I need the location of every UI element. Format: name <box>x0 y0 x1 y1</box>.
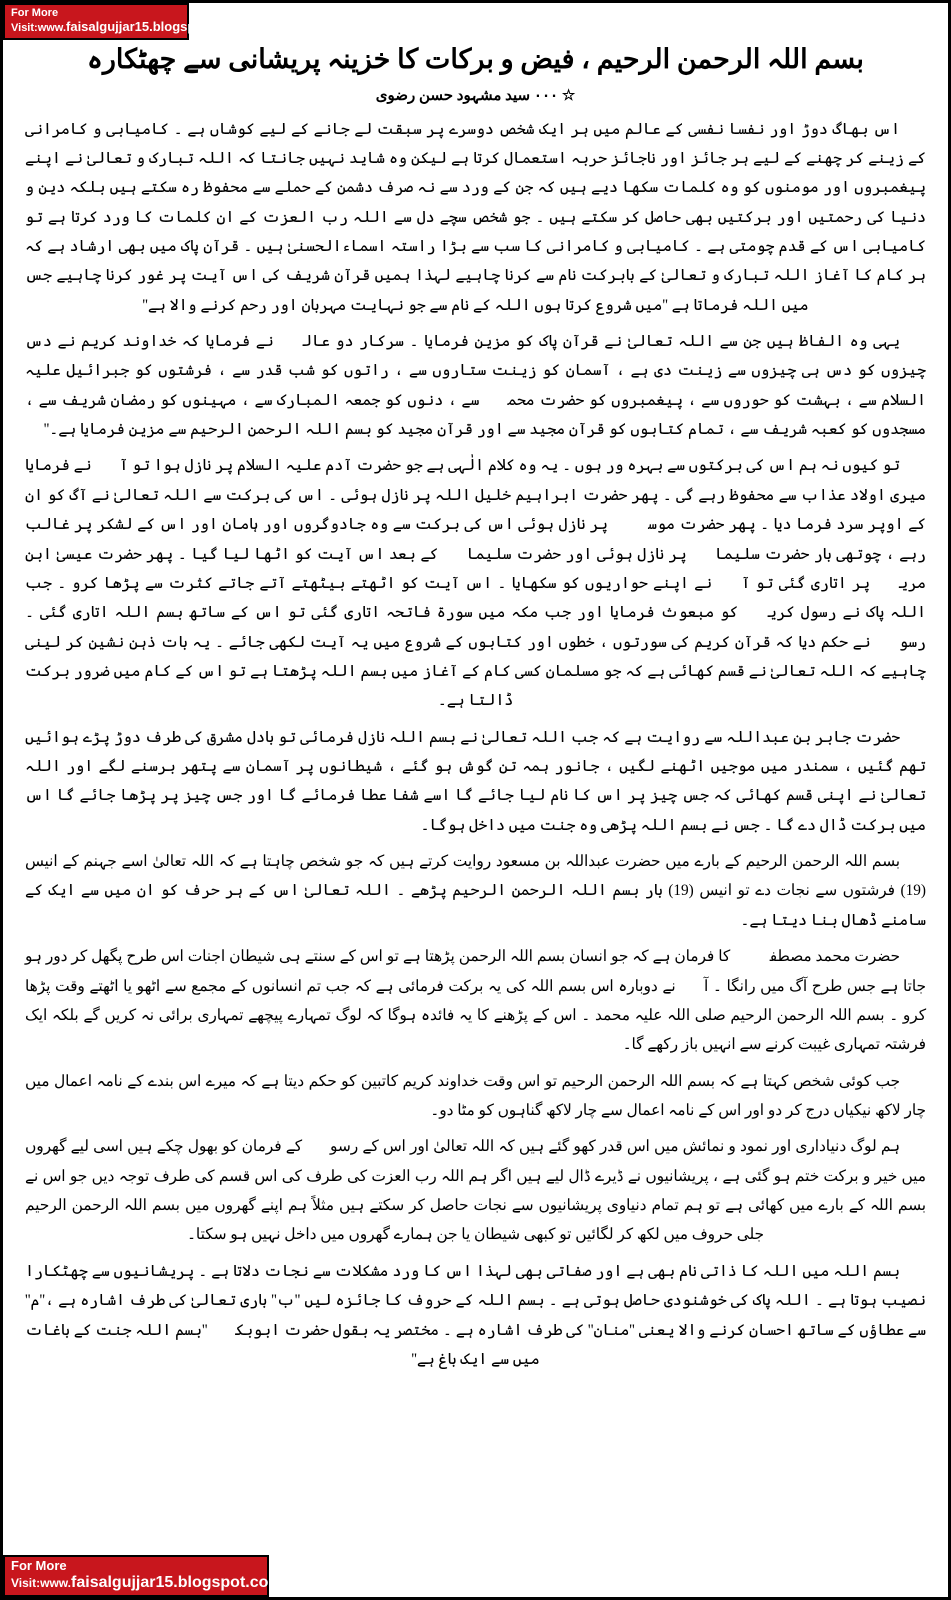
promo-visit-prefix-top: Visit:www. <box>11 21 67 34</box>
promo-visit-top[interactable] <box>11 18 238 35</box>
paragraph: تو کیوں نہ ہم اس کی برکتوں سے بہرہ ور ہوں ۔ یہ وہ کلام الٰہی ہے جو حضرت آدم علیہ السلام پر نازل ہوا تو آپؑ نے فرمایا میری اولاد عذاب سے محفوظ رہے گی ۔ پھر حضرت ابراہیم خلیل اللہ پر نازل ہوئی ۔ اس کی برکت سے اللہ تعالیٰ نے آگ کو ان کے اوپر سرد فرما دیا ۔ پھر حضرت موسیٰؑ پر نازل ہوئی اس کی برکت سے وہ جادوگروں اور ہامان اور اس کے لشکر پر غالب رہے ، چوتھی بار حضرت سلیمانؑ پر نازل ہوئی اور حضرت سلیمانؑ کے بعد اس آیت کو اٹھا لیا گیا ۔ پھر حضرت عیسیٰ ابن مریمؑ پر اتاری گئی تو آپؑ نے اپنے حواریوں کو سکھایا ۔ اس آیت کو اٹھتے بیٹھتے آتے جاتے کثرت سے پڑھا کرو ۔ جب اللہ پاک نے رسول کریمؐ کو مبعوث فرمایا اور جب مکہ میں سورۃ فاتحہ اتاری گئی تو اس کے ساتھ بسم اللہ اتاری گئی ۔ رسولؐ نے حکم دیا کہ قرآن کریم کی سورتوں ، خطوں اور کتابوں کے شروع میں یہ آیت لکھی جائے ۔ یہ بات ذہن نشین کر لینی چاہیے کہ اللہ تعالیٰ نے قسم کھائی ہے کہ جو مسلمان کسی کام کے آغاز میں بسم اللہ پڑھتا ہے تو اس کے کام میں ضرور برکت ڈالتا ہے۔ <box>25 457 926 710</box>
paragraph: حضرت محمد مصطفیٰؐ کا فرمان ہے کہ جو انسان بسم اللہ الرحمن پڑھتا ہے تو اس کے سنتے ہی شیطان اجنات اس طرح پگھل کر دور ہو جاتا ہے جس طرح آگ میں رانگا ۔ آپؐ نے دوبارہ اس بسم اللہ کی یہ برکت فرمائی ہے کہ جب تم انسانوں کے مجمع سے اٹھو یا اٹھتے وقت پڑھا کرو ۔ بسم اللہ الرحمن الرحیم صلی اللہ علیہ محمد ۔ اس کے پڑھنے کا یہ فائدہ ہوگا کہ لوگ تمہارے پیچھے تمہاری برائی نہ کریں گے بلکہ ایک فرشتہ تمہاری غیبت کرنے سے انہیں باز رکھے گا۔ <box>25 948 926 1054</box>
article-body <box>25 115 926 1375</box>
paragraph: بسم اللہ میں اللہ کا ذاتی نام بھی ہے اور صفاتی بھی لہذا اس کا ورد مشکلات سے نجات دلاتا ہے ۔ پریشانیوں سے چھٹکارا نصیب ہوتا ہے ۔ اللہ پاک کی خوشنودی حاصل ہوتی ہے ۔ بسم اللہ کے حروف کا جائزہ لیں ''ب'' باری تعالیٰ کی طرف اشارہ ہے ،''م'' سے عطاؤں کے ساتھ احسان کرنے والا یعنی ''منان'' کی طرف اشارہ ہے ۔ مختصر یہ بقول حضرت ابوبکرؓ ''بسم اللہ جنت کے باغات میں سے ایک باغ ہے'' <box>25 1262 926 1368</box>
promo-more-label-top: For More <box>11 7 59 19</box>
paragraph: جب کوئی شخص کہتا ہے کہ بسم اللہ الرحمن الرحیم تو اس وقت خداوند کریم کاتبین کو حکم دیتا ہے کہ میرے اس بندے کے نامہ اعمال میں چار لاکھ نیکیاں درج کر دو اور اس کے نامہ اعمال سے چار لاکھ گناہوں کو مٹا دو۔ <box>25 1072 926 1119</box>
page-title: بسم اللہ الرحمن الرحیم ، فیض و برکات کا خزینہ پریشانی سے چھٹکارہ <box>87 44 864 74</box>
promo-url-top[interactable]: faisalgujjar15.blogspot.com <box>66 18 238 34</box>
paragraph: حضرت جابر بن عبداللہ سے روایت ہے کہ جب اللہ تعالیٰ نے بسم اللہ نازل فرمائی تو بادل مشرق کی طرف دوڑ پڑے ہوائیں تھم گئیں ، سمندر میں موجیں اٹھنے لگیں ، جانور ہمہ تن گوش ہو گئے ، شیطانوں پر آسمان سے پتھر برسنے لگے اور اللہ تعالیٰ نے اپنی قسم کھائی کہ جس چیز پر اس کا نام لیا جائے گا اسے شفا عطا فرمائے گا اور جس چیز پر پڑھا جائے گا اس میں برکت ڈال دے گا ۔ جس نے بسم اللہ پڑھی وہ جنت میں داخل ہوگا۔ <box>25 728 926 834</box>
promo-visit-bottom[interactable] <box>11 1573 283 1592</box>
paragraph: یہی وہ الفاظ ہیں جن سے اللہ تعالیٰ نے قرآن پاک کو مزین فرمایا ۔ سرکار دو عالمؐ نے فرمایا کہ خداوند کریم نے دس چیزوں کو دس ہی چیزوں سے زینت دی ہے ، آسمان کو زینت ستاروں سے ، راتوں کو شب قدر سے ، فرشتوں کو جبرائیل علیہ السلام سے ، بہشت کو حوروں سے ، پیغمبروں کو حضرت محمدؐ سے ، دنوں کو جمعہ المبارک سے ، مہینوں کو رمضان شریف سے ، مسجدوں کو کعبہ شریف سے ، تمام کتابوں کو قرآن مجید سے اور قرآن مجید کو بسم اللہ الرحمن الرحیم سے مزین فرمایا ہے۔'' <box>25 333 926 439</box>
paragraph: اس بھاگ دوڑ اور نفسا نفسی کے عالم میں ہر ایک شخص دوسرے پر سبقت لے جانے کے لیے کوشاں ہے ۔ کامیابی و کامرانی کے زینے کر چھنے کے لیے ہر جائز اور ناجائز حربہ استعمال کرتا ہے لیکن وہ شاید نہیں جانتا کہ اللہ تبارک و تعالیٰ نے اپنے پیغمبروں اور مومنوں کو وہ کلمات سکھا دیے ہیں کہ جن کے ورد سے نہ صرف دشمن کے حملے سے محفوظ رہ سکتے ہیں بلکہ دین و دنیا کی رحمتیں اور برکتیں بھی حاصل کر سکتے ہیں ۔ جو شخص سچے دل سے اللہ رب العزت کے ان کلمات کا ورد کرتا ہے تو کامیابی اس کے قدم چومتی ہے ۔ کامیابی و کامرانی کا سب سے بڑا راستہ اسماءالحسنیٰ ہیں ۔ قرآن پاک میں بھی ارشاد ہے کہ ہر کام کا آغاز اللہ تبارک و تعالیٰ کے بابرکت نام سے کرنا چاہیے لہذا ہمیں قرآن شریف کی اس آیت پر غور کرنا چاہیے جس میں اللہ فرماتا ہے ''میں شروع کرتا ہوں اللہ کے نام سے جو نہایت مہربان اور رحم کرنے والا ہے'' <box>25 120 926 314</box>
promo-more-label-bottom: For More <box>11 1557 67 1573</box>
promo-banner-top[interactable] <box>3 3 238 40</box>
paragraph: بسم اللہ الرحمن الرحیم کے بارے میں حضرت عبداللہ بن مسعود روایت کرتے ہیں کہ جو شخص چاہتا ہے کہ اللہ تعالیٰ اسے جہنم کے انیس (19) فرشتوں سے نجات دے تو انیس (19) بار بسم اللہ الرحمن الرحیم پڑھے ۔ اللہ تعالیٰ اس کے ہر حرف کو ان میں سے ایک کے سامنے ڈھال بنا دیتا ہے۔ <box>25 853 926 929</box>
article-content <box>3 3 948 1597</box>
promo-url-bottom[interactable]: faisalgujjar15.blogspot.com <box>71 1573 283 1591</box>
promo-visit-prefix-bottom: Visit:www. <box>11 1575 72 1590</box>
byline: ☆ ٠٠٠ سید مشہود حسن رضوی <box>375 87 576 104</box>
paragraph: ہم لوگ دنیاداری اور نمود و نمائش میں اس قدر کھو گئے ہیں کہ اللہ تعالیٰ اور اس کے رسولؐ کے فرمان کو بھول چکے ہیں اسی لیے گھروں میں خیر و برکت ختم ہو گئی ہے ، پریشانیوں نے ڈیرے ڈال لیے ہیں اگر ہم اللہ رب العزت کی طرف کی اس قسم کی طرف توجہ دیں جو اس نے بسم اللہ کے بارے میں کھائی ہے تو ہم تمام دنیاوی پریشانیوں سے نجات حاصل کر سکتے ہیں مثلاً ہم اپنے گھروں میں بسم اللہ الرحمن الرحیم جلی حروف میں لکھ کر لگائیں تو کبھی شیطان یا جن ہمارے گھروں میں داخل نہیں ہو سکتا۔ <box>25 1138 926 1244</box>
promo-banner-bottom[interactable] <box>3 1555 283 1597</box>
